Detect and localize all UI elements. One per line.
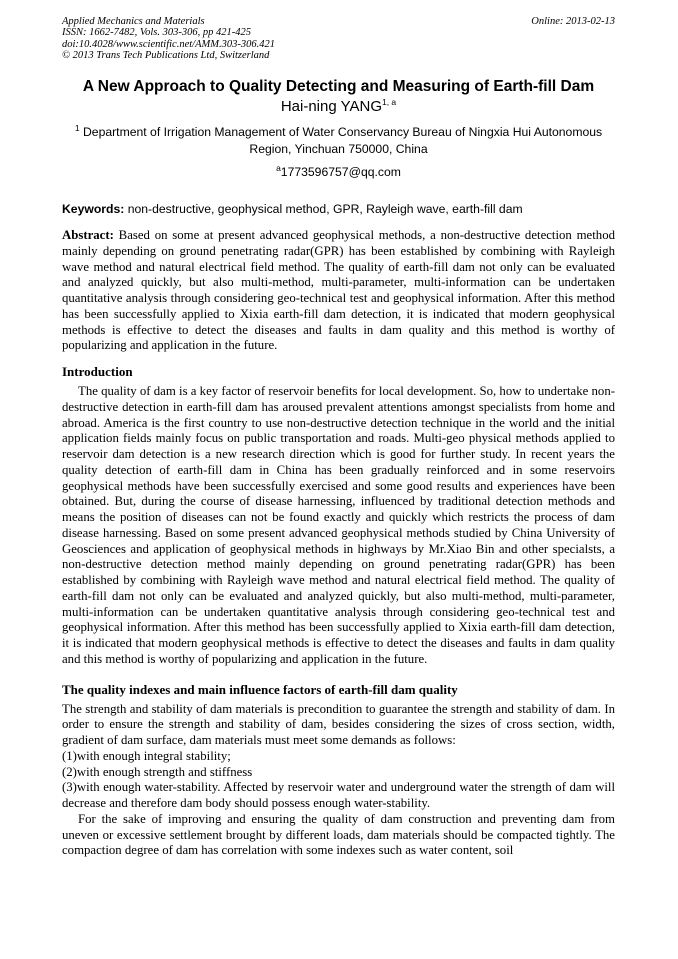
- journal-issn: ISSN: 1662-7482, Vols. 303-306, pp 421-425: [62, 27, 251, 39]
- online-date: Online: 2013-02-13: [531, 16, 615, 27]
- abstract: [62, 228, 615, 354]
- author-email: [62, 164, 615, 181]
- affiliation-superscript: 1: [74, 123, 80, 134]
- paper-title: A New Approach to Quality Detecting and Measuring of Earth-fill Dam: [82, 78, 595, 96]
- keywords-label: Keywords:: [62, 202, 125, 217]
- email-superscript: a: [276, 163, 281, 174]
- journal-doi: doi:10.4028/www.scientific.net/AMM.303-306.421: [62, 38, 275, 50]
- journal-header: [62, 16, 615, 61]
- abstract-label: Abstract:: [62, 228, 114, 243]
- section-heading-introduction: Introduction: [62, 364, 133, 380]
- list-item: (3)with enough water-stability. Affected by reservoir water and underground water the strength of dam will decrease and therefore dam body should possess enough water-stability.: [62, 780, 615, 811]
- author-line: [62, 97, 615, 116]
- list-item: (2)with enough strength and stiffness: [62, 764, 253, 779]
- journal-copyright: © 2013 Trans Tech Publications Ltd, Switzerland: [62, 49, 270, 61]
- author-name: Hai-ning YANG: [280, 98, 382, 116]
- email-text[interactable]: 1773596757@qq.com: [280, 165, 401, 180]
- keywords: [62, 201, 615, 218]
- journal-info: [62, 16, 275, 61]
- list-item: (1)with enough integral stability;: [62, 748, 231, 763]
- introduction-paragraph: The quality of dam is a key factor of reservoir benefits for local development. So, how to undertake non-destructive detection in earth-fill dam has aroused prevalent attentions amongst specialists from home and abroad. America is the first country to use non-destructive detection technique in the world and the initial application fields mainly focus on public transportation and roads. Multi-geo physical methods applied to reservoir dam detection is a new research direction which is good for further study. In recent years the quality detection of earth-fill dam in China has been gradually reinforced and in some reservoirs geophysical methods have been successfully exercised and some good results and experiences have been obtained. But, during the course of disease harnessing, influenced by traditional detection methods and means the position of diseases can not be found exactly and quickly which restricts the process of dam disease harnessing. Based on some present advanced geophysical methods studied by China University of Geosciences and application of geophysical methods in highways by Mr.Xiao Bin and other specialsts, a non-destructive detection method mainly depending on ground penetrating radar(GPR) has been established by combining with Rayleigh wave method and natural electrical field method. The quality of earth-fill dam not only can be evaluated and analyzed quickly, but also multi-method, multi-parameter, multi-information can be undertaken quantitative analysis through considering geo-technical test and geophysical information. After this method has been successfully applied to Xixia earth-fill dam detection, it is indicated that modern geophysical methods is effective to detect the diseases and faults in dam quality and this method is worthy of popularizing and application in the future.: [62, 384, 615, 666]
- section-heading-quality: The quality indexes and main influence factors of earth-fill dam quality: [62, 681, 458, 697]
- affiliation: [62, 124, 615, 158]
- paper-page: [62, 16, 615, 859]
- compaction-paragraph: For the sake of improving and ensuring the quality of dam construction and preventing dam from uneven or excessive settlement brought by different loads, dam materials should be compacted tightly. The compaction degree of dam has correlation with some indexes such as water content, soil: [62, 811, 615, 858]
- journal-name: Applied Mechanics and Materials: [62, 16, 205, 27]
- abstract-text: Based on some at present advanced geophysical methods, a non-destructive detection method mainly depending on ground penetrating radar(GPR) has been established by combining with Rayleigh wave method and natural electrical field method. The quality of earth-fill dam not only can be evaluated and analyzed quickly, but also multi-method, multi-parameter, multi-information can be undertaken quantitative analysis through considering geo-technical test and geophysical information. After this method has been successfully applied to Xixia earth-fill dam detection, it is indicated that modern geophysical methods is effective to detect the diseases and faults in dam quality and this method is worthy of popularizing and application in the future.: [62, 228, 615, 353]
- author-superscript: 1, a: [381, 97, 397, 108]
- quality-paragraph: The strength and stability of dam materials is precondition to guarantee the strength and stability of dam. In order to ensure the strength and stability of dam, besides considering the sizes of cross section, width, gradient of dam surface, dam materials must meet some demands as follows:: [62, 701, 615, 748]
- affiliation-text: Department of Irrigation Management of Water Conservancy Bureau of Ningxia Hui Autonomous Region, Yinchuan 750000, China: [82, 125, 603, 157]
- keywords-text: non-destructive, geophysical method, GPR, Rayleigh wave, earth-fill dam: [124, 202, 523, 217]
